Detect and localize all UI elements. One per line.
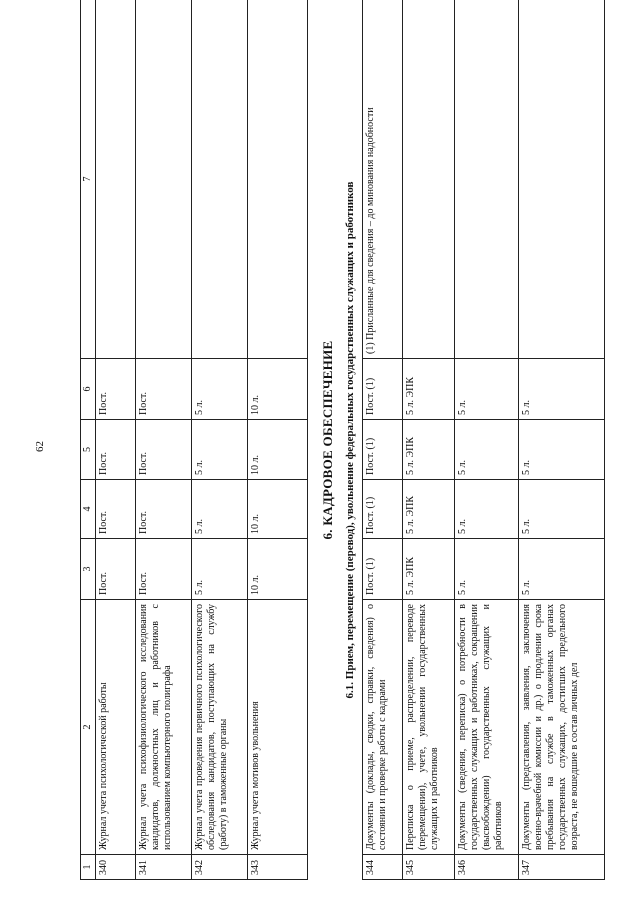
table-row — [519, 0, 605, 880]
retention-cell: Пост. (1) — [363, 480, 403, 539]
item-description: Документы (доклады, сводки, справки, сведения) о состоянии и проверке работы с кадрами — [363, 600, 403, 855]
note-cell — [455, 0, 519, 359]
note-cell — [403, 0, 455, 359]
page-number: 62 — [34, 441, 46, 452]
retention-cell: 5 л. — [192, 539, 248, 600]
note-cell — [519, 0, 605, 359]
note-cell: (1) Присланные для сведения – до минования надобности — [363, 0, 403, 359]
item-number: 342 — [192, 855, 248, 880]
subsection-title: 6.1. Прием, перемещение (перевод), увольнение федеральных государственных служащих и работников — [344, 181, 356, 699]
item-description: Документы (представления, заявления, заключения военно-врачебной комиссии и др.) о продлении срока пребывания на службе в таможенных органах государственных служащих, достигших предельного возраста, не вошедшие в состав личных дел — [519, 600, 605, 855]
item-description: Журнал учета мотивов увольнения — [248, 600, 308, 855]
retention-cell: 5 л. — [455, 539, 519, 600]
column-header: 1 — [81, 855, 96, 880]
retention-cell: 10 л. — [248, 480, 308, 539]
item-number: 340 — [96, 855, 136, 880]
item-number: 341 — [136, 855, 192, 880]
retention-cell: Пост. (1) — [363, 359, 403, 420]
note-cell — [96, 0, 136, 359]
column-header: 4 — [81, 480, 96, 539]
item-description: Переписка о приеме, распределении, переводе (перемещении), учете, увольнении государственных служащих и работников — [403, 600, 455, 855]
retention-cell: Пост. — [136, 480, 192, 539]
retention-cell: 5 л. ЭПК — [403, 539, 455, 600]
item-description: Журнал учета психологической работы — [96, 600, 136, 855]
retention-cell: 5 л. — [455, 359, 519, 420]
item-number: 347 — [519, 855, 605, 880]
document-sheet — [80, 0, 640, 880]
retention-cell: 10 л. — [248, 359, 308, 420]
retention-cell: 5 л. ЭПК — [403, 480, 455, 539]
table-header-row — [81, 0, 96, 880]
retention-cell: 5 л. — [192, 359, 248, 420]
table-row — [455, 0, 519, 880]
retention-cell: Пост. — [96, 359, 136, 420]
retention-cell: 10 л. — [248, 539, 308, 600]
retention-cell: Пост. — [136, 359, 192, 420]
column-header: 7 — [81, 0, 96, 359]
records-table-bottom — [362, 0, 605, 880]
note-cell — [192, 0, 248, 359]
note-cell — [248, 0, 308, 359]
table-row — [248, 0, 308, 880]
retention-cell: 5 л. — [455, 480, 519, 539]
retention-cell: 10 л. — [248, 420, 308, 480]
retention-cell: 5 л. — [519, 539, 605, 600]
retention-cell: 5 л. — [519, 359, 605, 420]
table-row — [363, 0, 403, 880]
retention-cell: 5 л. — [519, 480, 605, 539]
table-row — [136, 0, 192, 880]
table-row — [96, 0, 136, 880]
retention-cell: 5 л. — [519, 420, 605, 480]
retention-cell: Пост. — [96, 539, 136, 600]
retention-cell: Пост. — [96, 420, 136, 480]
column-header: 3 — [81, 539, 96, 600]
table-row — [192, 0, 248, 880]
section-title: 6. КАДРОВОЕ ОБЕСПЕЧЕНИЕ — [320, 340, 335, 540]
item-number: 344 — [363, 855, 403, 880]
item-description: Документы (сведения, переписка) о потребности в государственных служащих и работниках, сокращении (высвобождении) государственных служащих и работников — [455, 600, 519, 855]
note-cell — [136, 0, 192, 359]
retention-cell: Пост. — [96, 480, 136, 539]
retention-cell: 5 л. — [192, 420, 248, 480]
item-number: 346 — [455, 855, 519, 880]
item-number: 345 — [403, 855, 455, 880]
retention-cell: Пост. — [136, 539, 192, 600]
records-table-top — [80, 0, 308, 880]
retention-cell: Пост. (1) — [363, 420, 403, 480]
item-description: Журнал учета психофизиологического исследования кандидатов, должностных лиц и работников с использованием компьютерного полиграфа — [136, 600, 192, 855]
item-number: 343 — [248, 855, 308, 880]
table-row — [403, 0, 455, 880]
retention-cell: 5 л. — [192, 480, 248, 539]
retention-cell: 5 л. — [455, 420, 519, 480]
column-header: 5 — [81, 420, 96, 480]
column-header: 2 — [81, 600, 96, 855]
retention-cell: Пост. (1) — [363, 539, 403, 600]
retention-cell: 5 л. ЭПК — [403, 420, 455, 480]
retention-cell: 5 л. ЭПК — [403, 359, 455, 420]
column-header: 6 — [81, 359, 96, 420]
item-description: Журнал учета проведения первичного психологического обследования кандидатов, поступающих на службу (работу) в таможенные органы — [192, 600, 248, 855]
retention-cell: Пост. — [136, 420, 192, 480]
